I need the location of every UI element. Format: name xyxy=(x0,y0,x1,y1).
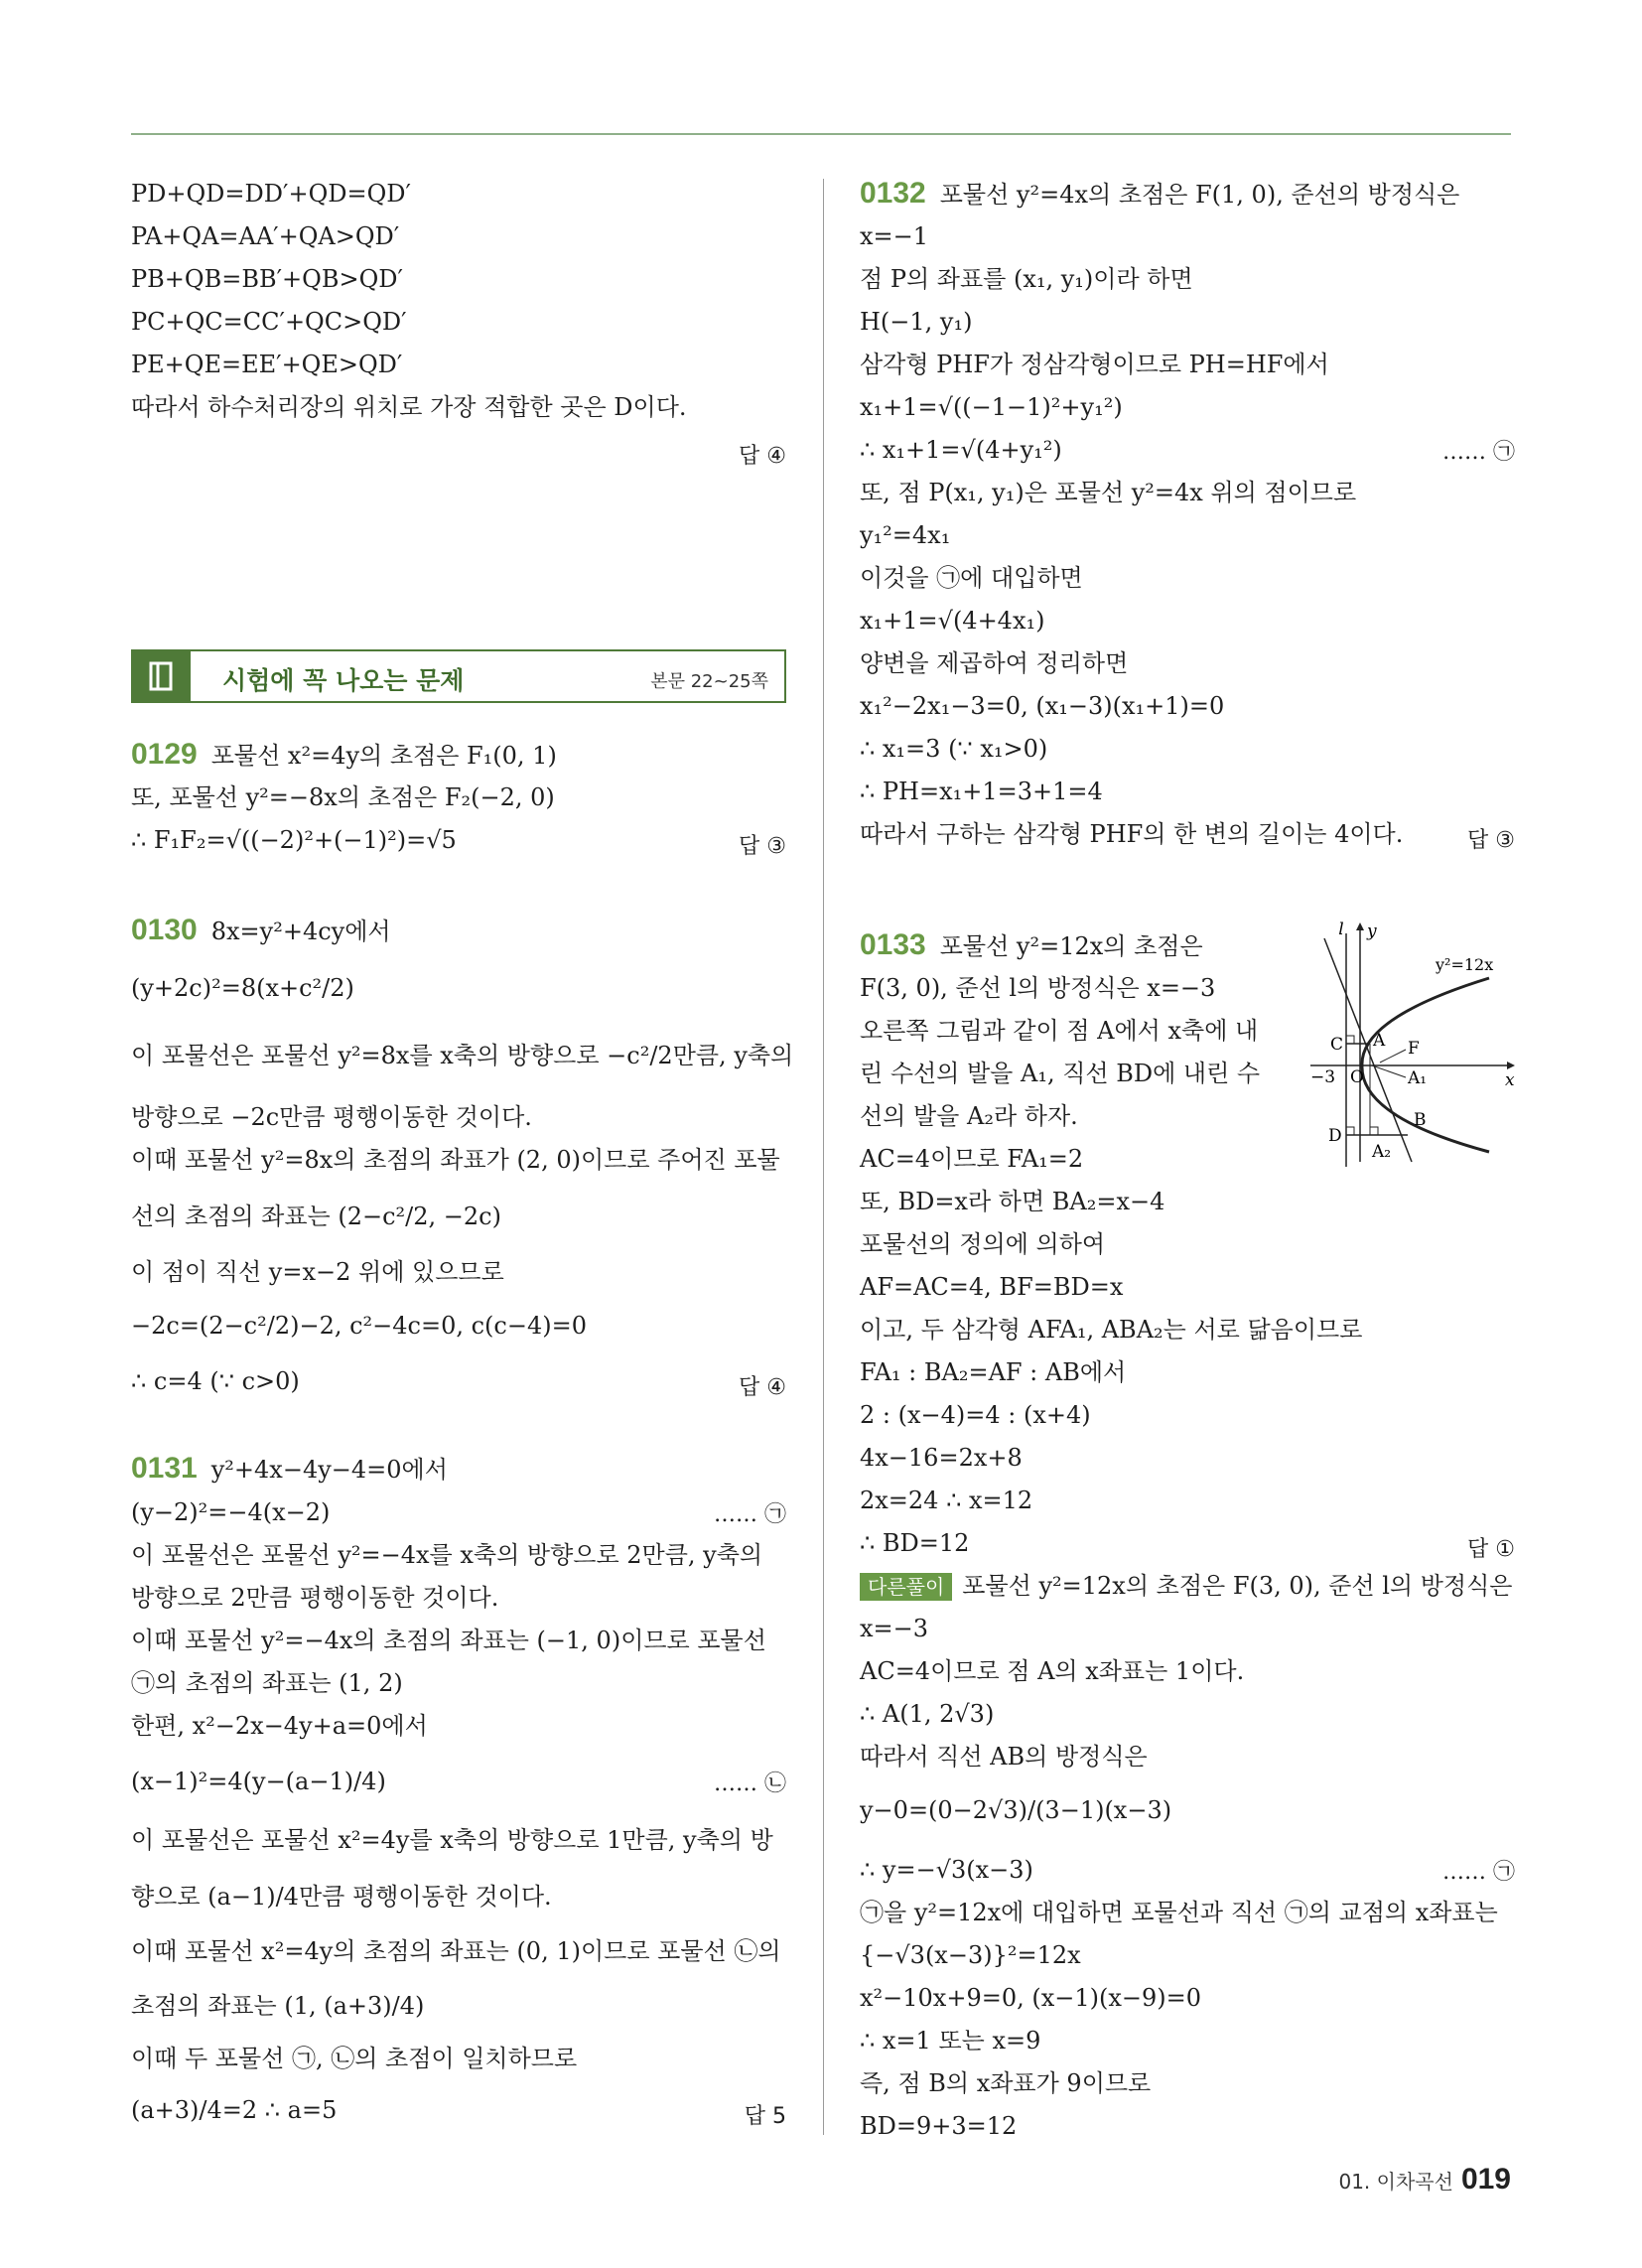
answer-label: 답 5 xyxy=(744,2104,786,2129)
label-c: C xyxy=(1330,1035,1344,1055)
equation-tag: …… ㉠ xyxy=(714,1502,786,1527)
problem-0131-line: 이때 포물선 x²=4y의 초점의 좌표는 (0, 1)이므로 포물선 ㉡의 xyxy=(131,1937,781,1965)
problem-0130-line: ∴ c=4 (∵ c>0) xyxy=(131,1367,300,1395)
alt-solution-line: 즉, 점 B의 x좌표가 9이므로 xyxy=(860,2069,1152,2097)
equation-tag: …… ㉡ xyxy=(714,1772,786,1796)
problem-0131-line: 향으로 (a−1)/4만큼 평행이동한 것이다. xyxy=(131,1883,552,1911)
parabola-figure xyxy=(1310,919,1519,1167)
label-f: F xyxy=(1408,1039,1420,1059)
alt-solution-line: BD=9+3=12 xyxy=(860,2112,1018,2140)
chapter-title: 01. 이차곡선 xyxy=(1338,2170,1453,2194)
alt-solution-line: ∴ y=−√3(x−3) xyxy=(860,1856,1033,1884)
problem-0131-line: 이때 두 포물선 ㉠, ㉡의 초점이 일치하므로 xyxy=(131,2045,578,2072)
problem-number: 0131 xyxy=(131,1452,198,1485)
equation-tag: …… ㉠ xyxy=(1442,1860,1515,1885)
label-d: D xyxy=(1328,1126,1342,1146)
problem-0132-line: x₁+1=√(4+4x₁) xyxy=(860,607,1045,635)
alt-solution-line: AC=4이므로 점 A의 x좌표는 1이다. xyxy=(860,1657,1245,1685)
label-curve: y²=12x xyxy=(1436,955,1494,974)
problem-0129-line: 0129 포물선 x²=4y의 초점은 F₁(0, 1) xyxy=(131,738,557,771)
problem-0132-line: x₁+1=√((−1−1)²+y₁²) xyxy=(860,393,1123,421)
page-number: 019 xyxy=(1460,2163,1511,2196)
column-divider xyxy=(823,179,824,2135)
alt-solution-line: ㉠을 y²=12x에 대입하면 포물선과 직선 ㉠의 교점의 x좌표는 xyxy=(860,1899,1498,1926)
problem-0133-line: 선의 발을 A₂라 하자. xyxy=(860,1102,1078,1130)
problem-0133-line: AC=4이므로 FA₁=2 xyxy=(860,1145,1084,1173)
problem-0132-line: x=−1 xyxy=(860,222,929,250)
label-b: B xyxy=(1414,1110,1427,1130)
alt-solution-badge: 다른풀이 xyxy=(860,1573,952,1601)
intro-line: PC+QC=CC′+QC>QD′ xyxy=(131,308,407,336)
intro-conclusion: 따라서 하수처리장의 위치로 가장 적합한 곳은 D이다. xyxy=(131,393,687,421)
banner-title: 시험에 꼭 나오는 문제 xyxy=(222,666,465,695)
problem-number: 0129 xyxy=(131,738,198,771)
problem-0130-line: (y+2c)²=8(x+c²/2) xyxy=(131,974,354,1002)
problem-0130-line: −2c=(2−c²/2)−2, c²−4c=0, c(c−4)=0 xyxy=(131,1312,587,1340)
problem-0132-line: 삼각형 PHF가 정삼각형이므로 PH=HF에서 xyxy=(860,351,1329,378)
section-banner xyxy=(131,649,786,703)
problem-0132-line: 이것을 ㉠에 대입하면 xyxy=(860,564,1083,592)
problem-0129-line: ∴ F₁F₂=√((−2)²+(−1)²)=√5 xyxy=(131,826,457,854)
problem-0132-line: 따라서 구하는 삼각형 PHF의 한 변의 길이는 4이다. xyxy=(860,820,1404,848)
problem-0130-line: 방향으로 −2c만큼 평행이동한 것이다. xyxy=(131,1103,532,1131)
header-rule xyxy=(131,133,1511,135)
problem-0130-line: 이때 포물선 y²=8x의 초점의 좌표가 (2, 0)이므로 주어진 포물 xyxy=(131,1146,780,1174)
problem-0130-line: 이 포물선은 포물선 y²=8x를 x축의 방향으로 −c²/2만큼, y축의 xyxy=(131,1042,794,1069)
problem-0132-line: ∴ x₁+1=√(4+y₁²) xyxy=(860,436,1062,464)
problem-0133-line: FA₁ : BA₂=AF : AB에서 xyxy=(860,1358,1127,1386)
label-minus3: −3 xyxy=(1310,1067,1336,1087)
problem-0133-line: 린 수선의 발을 A₁, 직선 BD에 내린 수 xyxy=(860,1060,1261,1087)
label-x: x xyxy=(1505,1070,1515,1090)
answer-label: 답 ④ xyxy=(739,1375,786,1400)
problem-0132-line: 또, 점 P(x₁, y₁)은 포물선 y²=4x 위의 점이므로 xyxy=(860,479,1357,506)
problem-0131-line: 이 포물선은 포물선 y²=−4x를 x축의 방향으로 2만큼, y축의 xyxy=(131,1541,763,1569)
problem-0132-line: 0132 포물선 y²=4x의 초점은 F(1, 0), 준선의 방정식은 xyxy=(860,177,1460,210)
problem-0133-line: 오른쪽 그림과 같이 점 A에서 x축에 내 xyxy=(860,1017,1259,1045)
alt-solution-line: ∴ A(1, 2√3) xyxy=(860,1700,995,1728)
problem-0131-line: 초점의 좌표는 (1, (a+3)/4) xyxy=(131,1992,425,2020)
label-a2: A₂ xyxy=(1372,1142,1392,1162)
problem-0133-line: 또, BD=x라 하면 BA₂=x−4 xyxy=(860,1188,1165,1215)
label-a: A xyxy=(1373,1031,1386,1051)
alt-solution-line: 따라서 직선 AB의 방정식은 xyxy=(860,1743,1148,1771)
problem-0132-line: x₁²−2x₁−3=0, (x₁−3)(x₁+1)=0 xyxy=(860,692,1225,720)
alt-solution-line: x=−3 xyxy=(860,1615,929,1642)
problem-0132-line: 점 P의 좌표를 (x₁, y₁)이라 하면 xyxy=(860,265,1193,293)
problem-0131-line: 이때 포물선 y²=−4x의 초점의 좌표는 (−1, 0)이므로 포물선 xyxy=(131,1627,766,1654)
problem-0131-line: 방향으로 2만큼 평행이동한 것이다. xyxy=(131,1584,499,1612)
problem-0132-line: y₁²=4x₁ xyxy=(860,521,951,549)
problem-0129-line: 또, 포물선 y²=−8x의 초점은 F₂(−2, 0) xyxy=(131,783,555,811)
problem-0132-line: ∴ PH=x₁+1=3+1=4 xyxy=(860,778,1103,805)
problem-0131-line: (x−1)²=4(y−(a−1)/4) xyxy=(131,1768,386,1795)
label-o: O xyxy=(1350,1067,1364,1087)
problem-0133-line: ∴ BD=12 xyxy=(860,1529,970,1557)
problem-0133-line: 2x=24 ∴ x=12 xyxy=(860,1487,1033,1514)
label-a1: A₁ xyxy=(1408,1068,1428,1088)
intro-line: PB+QB=BB′+QB>QD′ xyxy=(131,265,403,293)
problem-0131-line: 0131 y²+4x−4y−4=0에서 xyxy=(131,1452,448,1485)
alt-solution-line: 다른풀이 포물선 y²=12x의 초점은 F(3, 0), 준선 l의 방정식은 xyxy=(860,1571,1512,1601)
intro-line: PD+QD=DD′+QD=QD′ xyxy=(131,180,411,208)
answer-label: 답 ③ xyxy=(739,834,786,859)
alt-solution-line: {−√3(x−3)}²=12x xyxy=(860,1941,1081,1969)
problem-0131-line: (y−2)²=−4(x−2) xyxy=(131,1498,331,1526)
problem-0131-line: (a+3)/4=2 ∴ a=5 xyxy=(131,2096,338,2124)
problem-0133-line: 4x−16=2x+8 xyxy=(860,1444,1023,1472)
answer-label: 답 ① xyxy=(1467,1537,1515,1562)
alt-solution-line: ∴ x=1 또는 x=9 xyxy=(860,2027,1041,2055)
answer-label: 답 ③ xyxy=(1467,828,1515,853)
problem-0130-line: 이 점이 직선 y=x−2 위에 있으므로 xyxy=(131,1258,504,1286)
problem-0131-line: ㉠의 초점의 좌표는 (1, 2) xyxy=(131,1669,403,1697)
page-footer xyxy=(1338,2163,1511,2197)
alt-solution-line: y−0=(0−2√3)/(3−1)(x−3) xyxy=(860,1796,1172,1824)
label-y: y xyxy=(1367,921,1377,941)
intro-line: PE+QE=EE′+QE>QD′ xyxy=(131,351,403,378)
problem-0131-line: 한편, x²−2x−4y+a=0에서 xyxy=(131,1712,428,1740)
banner-ref: 본문 22~25쪽 xyxy=(650,671,768,692)
problem-0131-line: 이 포물선은 포물선 x²=4y를 x축의 방향으로 1만큼, y축의 방 xyxy=(131,1826,773,1854)
problem-0133-line: 0133 포물선 y²=12x의 초점은 xyxy=(860,928,1203,961)
problem-0133-line: F(3, 0), 준선 l의 방정식은 x=−3 xyxy=(860,974,1216,1002)
alt-solution-line: x²−10x+9=0, (x−1)(x−9)=0 xyxy=(860,1984,1202,2012)
answer-label: 답 ④ xyxy=(739,444,786,469)
intro-line: PA+QA=AA′+QA>QD′ xyxy=(131,222,400,250)
problem-0130-line: 0130 8x=y²+4cy에서 xyxy=(131,914,391,946)
problem-number: 0133 xyxy=(860,928,926,961)
book-icon xyxy=(133,651,191,701)
problem-number: 0132 xyxy=(860,177,926,210)
equation-tag: …… ㉠ xyxy=(1442,440,1515,465)
problem-0133-line: 포물선의 정의에 의하여 xyxy=(860,1230,1106,1258)
problem-0132-line: ∴ x₁=3 (∵ x₁>0) xyxy=(860,735,1048,763)
problem-0132-line: 양변을 제곱하여 정리하면 xyxy=(860,649,1129,677)
problem-0133-line: 2 : (x−4)=4 : (x+4) xyxy=(860,1401,1091,1429)
problem-0133-line: 이고, 두 삼각형 AFA₁, ABA₂는 서로 닮음이므로 xyxy=(860,1316,1363,1344)
label-l: l xyxy=(1338,920,1344,939)
problem-number: 0130 xyxy=(131,914,198,946)
problem-0132-line: H(−1, y₁) xyxy=(860,308,973,336)
problem-0130-line: 선의 초점의 좌표는 (2−c²/2, −2c) xyxy=(131,1203,501,1230)
problem-0133-line: AF=AC=4, BF=BD=x xyxy=(860,1273,1124,1301)
